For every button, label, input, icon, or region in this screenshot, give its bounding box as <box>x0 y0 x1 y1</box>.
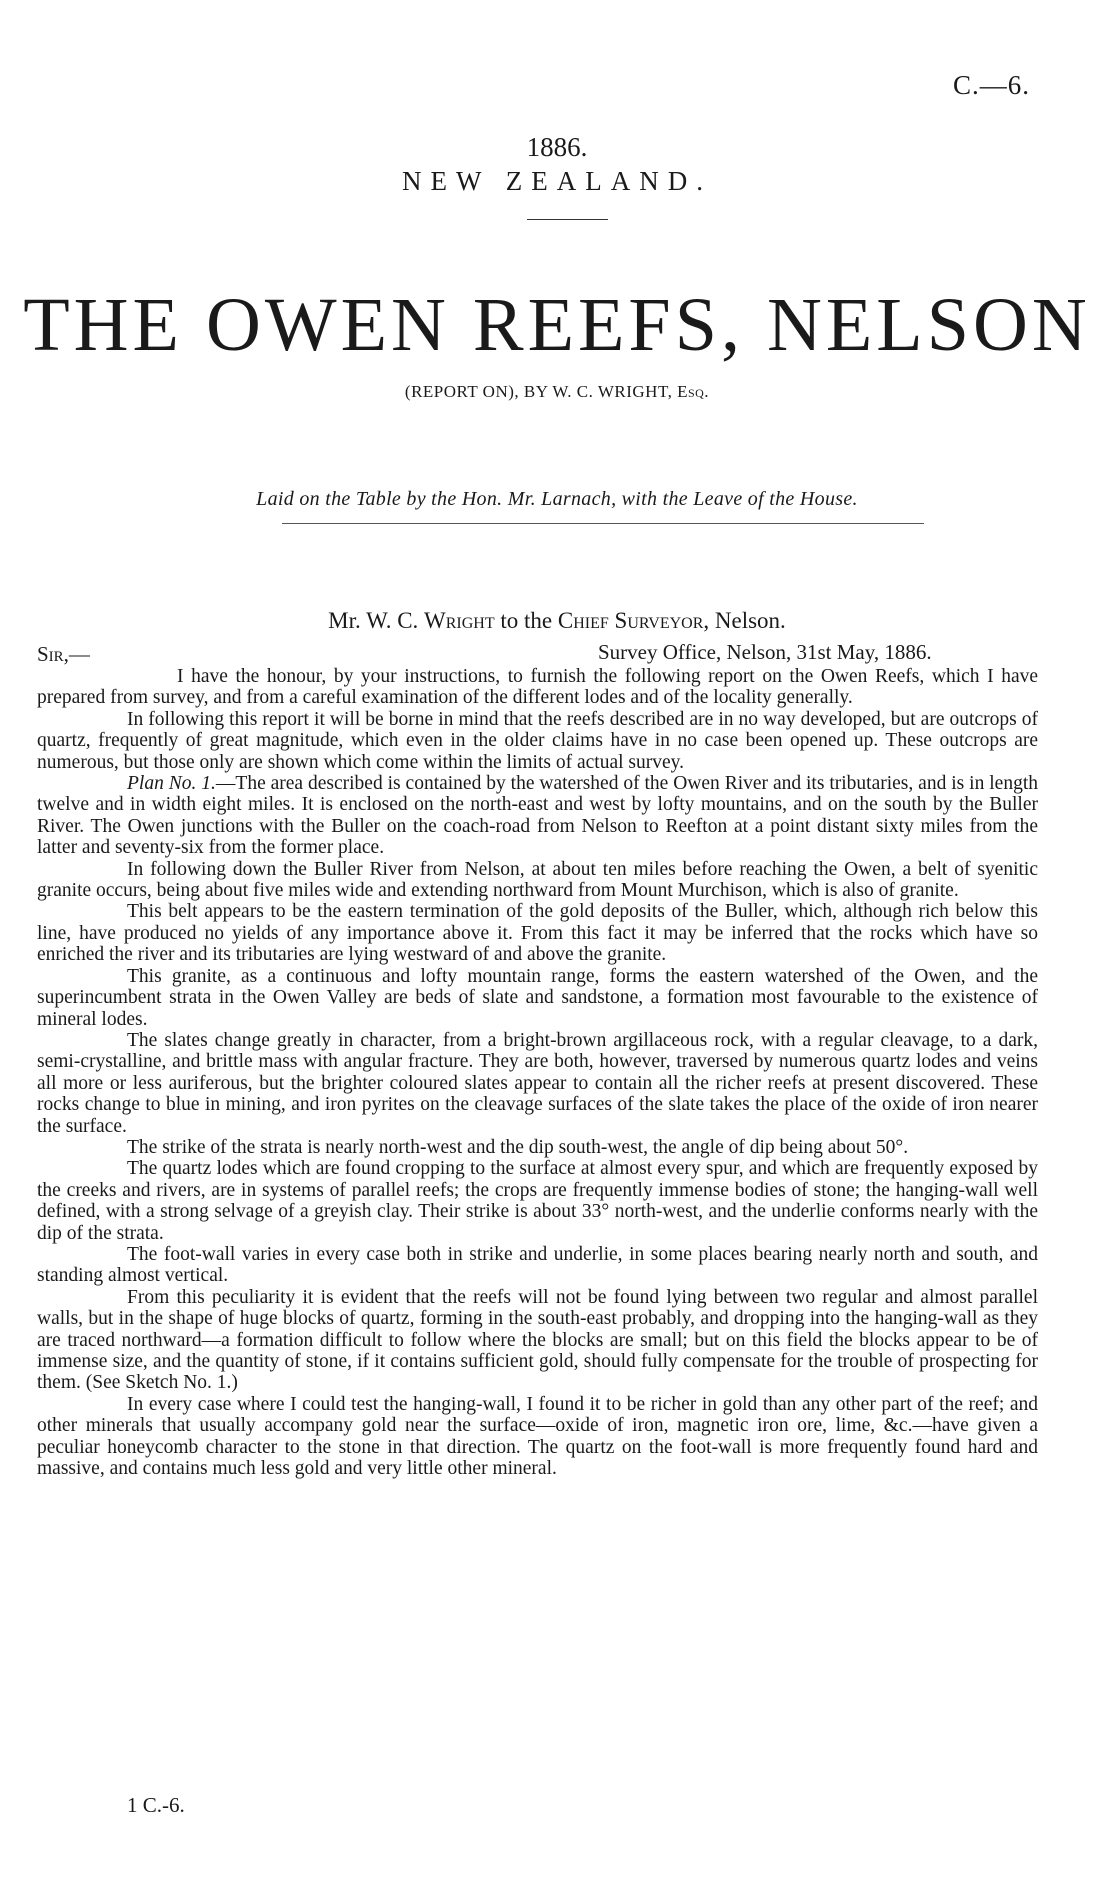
letter-heading-mid: to the <box>494 608 558 633</box>
document-title: THE OWEN REEFS, NELSON <box>23 283 1091 367</box>
paragraph: This belt appears to be the eastern termination of the gold deposits of the Buller, which, although rich below this line, have produced no yields of any importance above it. From this fact it may be inferred that the rocks which have so enriched the river and its tributaries are lying westward of and above the granite. <box>37 901 1038 966</box>
paper-reference: C.—6. <box>952 70 1030 100</box>
document-subtitle <box>0 382 1114 402</box>
paragraph: This granite, as a continuous and lofty mountain range, forms the eastern watershed of the Owen, and the superincumbent strata in the Owen Valley are beds of slate and sandstone, a formation most favourable to the existence of mineral lodes. <box>37 965 1038 1030</box>
page-signature: 1 C.-6. <box>127 1793 185 1817</box>
paragraph: The strike of the strata is nearly north-west and the dip south-west, the angle of dip being about 50°. <box>127 1136 909 1158</box>
laid-on-table-note: Laid on the Table by the Hon. Mr. Larnach, with the Leave of the House. <box>256 488 858 510</box>
paragraph-plan <box>37 773 1038 859</box>
paragraph: The quartz lodes which are found cropping to the surface at almost every spur, and which are frequently exposed by the creeks and rivers, are in systems of parallel reefs; the crops are frequently immense bodies of stone; the hanging-wall well defined, with a strong selvage of a greyish clay. Their strike is about 33° north-west, and the underlie conforms nearly with the dip of the strata. <box>37 1158 1038 1244</box>
year: 1886. <box>526 132 588 162</box>
letter-heading-post: , Nelson. <box>703 608 786 633</box>
paragraph: From this peculiarity it is evident that the reefs will not be found lying between two regular and almost parallel walls, but in the shape of huge blocks of quartz, forming in the south-east probably, and dropping into the hanging-wall as they are traced northward—a formation difficult to follow where the blocks are small; but on this field the blocks appear to be of immense size, and the quantity of stone, if it contains sufficient gold, should fully compensate for the trouble of prospecting for them. (See Sketch No. 1.) <box>37 1286 1038 1394</box>
dateline: Survey Office, Nelson, 31st May, 1886. <box>598 640 932 664</box>
paragraph: The slates change greatly in character, from a bright-brown argillaceous rock, with a regular cleavage, to a dark, semi-crystalline, and brittle mass with angular fracture. They are both, however, traversed by numerous quartz lodes and veins all more or less auriferous, but the brighter coloured slates appear to contain all the richer reefs at present discovered. These rocks change to blue in mining, and iron pyrites on the cleavage surfaces of the slate takes the place of the oxide of iron nearer the surface. <box>37 1029 1038 1137</box>
letter-heading <box>0 608 1114 634</box>
subtitle-suffix: Esq. <box>677 382 710 401</box>
paragraph: In following down the Buller River from Nelson, at about ten miles before reaching the Owen, a belt of syenitic granite occurs, being about five miles wide and extending northward from Mount Murchison, which is also of granite. <box>37 858 1038 902</box>
salutation: Sir,— <box>37 642 90 666</box>
plan-label: Plan No. 1. <box>127 773 216 795</box>
country-heading: NEW ZEALAND. <box>402 166 712 196</box>
paragraph: In every case where I could test the hanging-wall, I found it to be richer in gold than any other part of the reef; and other minerals that usually accompany gold near the surface—oxide of iron, magnetic iron ore, lime, &c.—have given a peculiar honeycomb character to the stone in that direction. The quartz on the foot-wall is more frequently found hard and massive, and contains much less gold and very little other mineral. <box>37 1393 1038 1480</box>
paragraph: The foot-wall varies in every case both in strike and underlie, in some places bearing nearly north and south, and standing almost vertical. <box>37 1243 1038 1287</box>
letter-recipient: Chief Surveyor <box>557 608 704 633</box>
letter-heading-pre: Mr. W. C. <box>328 608 425 633</box>
letter-author: Wright <box>424 608 495 633</box>
paragraph: In following this report it will be borne in mind that the reefs described are in no way developed, but are outcrops of quartz, frequently of great magnitude, which even in the older claims have in no case been opened up. These outcrops are numerous, but those only are shown which come within the limits of actual survey. <box>37 708 1038 773</box>
subtitle-text: (REPORT ON), BY W. C. WRIGHT, <box>404 382 678 401</box>
laid-divider <box>282 523 924 524</box>
plan-text: —The area described is contained by the watershed of the Owen River and its tributaries, and is in length twelve and in width eight miles. It is enclosed on the north-east and west by lofty mountains, and on the south by the Buller River. The Owen junctions with the Buller on the coach-road from Nelson to Reefton at a point distant sixty miles from the latter and seventy-six from the former place. <box>37 773 1038 859</box>
heading-divider <box>527 219 608 220</box>
letter-body <box>37 666 1038 1479</box>
paragraph: I have the honour, by your instructions, to furnish the following report on the Owen Reefs, which I have prepared from survey, and from a careful examination of the different lodes and of the locality generally. <box>37 666 1038 709</box>
